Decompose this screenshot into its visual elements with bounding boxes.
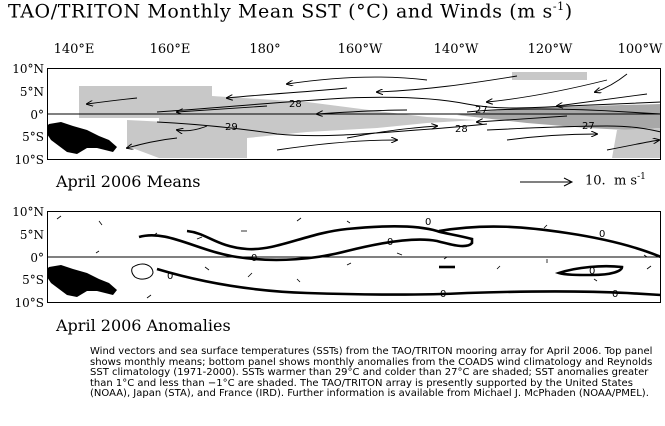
anomaly-label-0: 0 (387, 237, 394, 248)
figure-caption (90, 347, 660, 400)
anomaly-label-0: 0 (425, 217, 432, 228)
contour-label-27: 27 (475, 105, 488, 116)
top-lat-10s: 10°S (14, 153, 44, 167)
contour-label-27-east: 27 (582, 121, 595, 132)
caption-text: Wind vectors and sea surface temperatures (SSTs) from the TAO/TRITON mooring array for April 2006. Top panel shows monthly means; bottom panel shows monthly anomalies from the COADS wind climatology and Reynolds SST climatology (1971-2000). SSTs warmer than 29°C and colder than 27°C are shaded; SST anomalies greater than 1°C and less than −1°C are shaded. The TAO/TRITON array is presently supported by the United States (NOAA), Japan (STA), and France (IRD). Further information is available from Michael J. McPhaden (NOAA/PMEL). (90, 346, 653, 400)
lon-label-180: 180° (249, 42, 281, 57)
bottom-lat-5n: 5°N (19, 228, 44, 242)
lon-label-140w: 140°W (433, 42, 479, 57)
lon-label-160e: 160°E (149, 42, 191, 57)
top-panel-map (47, 68, 661, 160)
bottom-panel-map (47, 211, 661, 303)
cold-shading-ne (512, 72, 587, 80)
bottom-lat-10s: 10°S (14, 296, 44, 310)
bottom-lat-5s: 5°S (22, 273, 44, 287)
lon-label-100w: 100°W (617, 42, 663, 57)
figure-title: TAO/TRITON Monthly Mean SST (°C) and Winds (m $s^{-1}$) (8, 0, 573, 23)
top-lat-5n: 5°N (19, 85, 44, 99)
contour-label-29: 29 (225, 122, 238, 133)
contour-label-28-east: 28 (455, 124, 468, 135)
top-panel-label: April 2006 Means (56, 172, 201, 191)
bottom-lat-10n: 10°N (12, 205, 44, 219)
lon-label-120w: 120°W (527, 42, 573, 57)
scale-vector-arrow (520, 176, 580, 188)
scale-vector-label: 10. m $s^{-1}$ (585, 172, 646, 189)
bottom-lat-0: 0° (30, 251, 44, 265)
top-lat-5s: 5°S (22, 130, 44, 144)
anomaly-label-0: 0 (599, 229, 606, 240)
cold-shading-se (612, 128, 661, 158)
anomaly-label-0: 0 (251, 253, 258, 264)
contour-label-28: 28 (289, 99, 302, 110)
top-lat-10n: 10°N (12, 62, 44, 76)
top-lat-0: 0° (30, 108, 44, 122)
anomaly-label-0: 0 (440, 289, 447, 300)
anomaly-label-0: 0 (612, 289, 619, 300)
lon-label-140e: 140°E (53, 42, 95, 57)
lon-label-160w: 160°W (337, 42, 383, 57)
anomaly-label-0: 0 (589, 266, 596, 277)
anomaly-label-0: 0 (167, 271, 174, 282)
bottom-panel-label: April 2006 Anomalies (56, 316, 231, 335)
